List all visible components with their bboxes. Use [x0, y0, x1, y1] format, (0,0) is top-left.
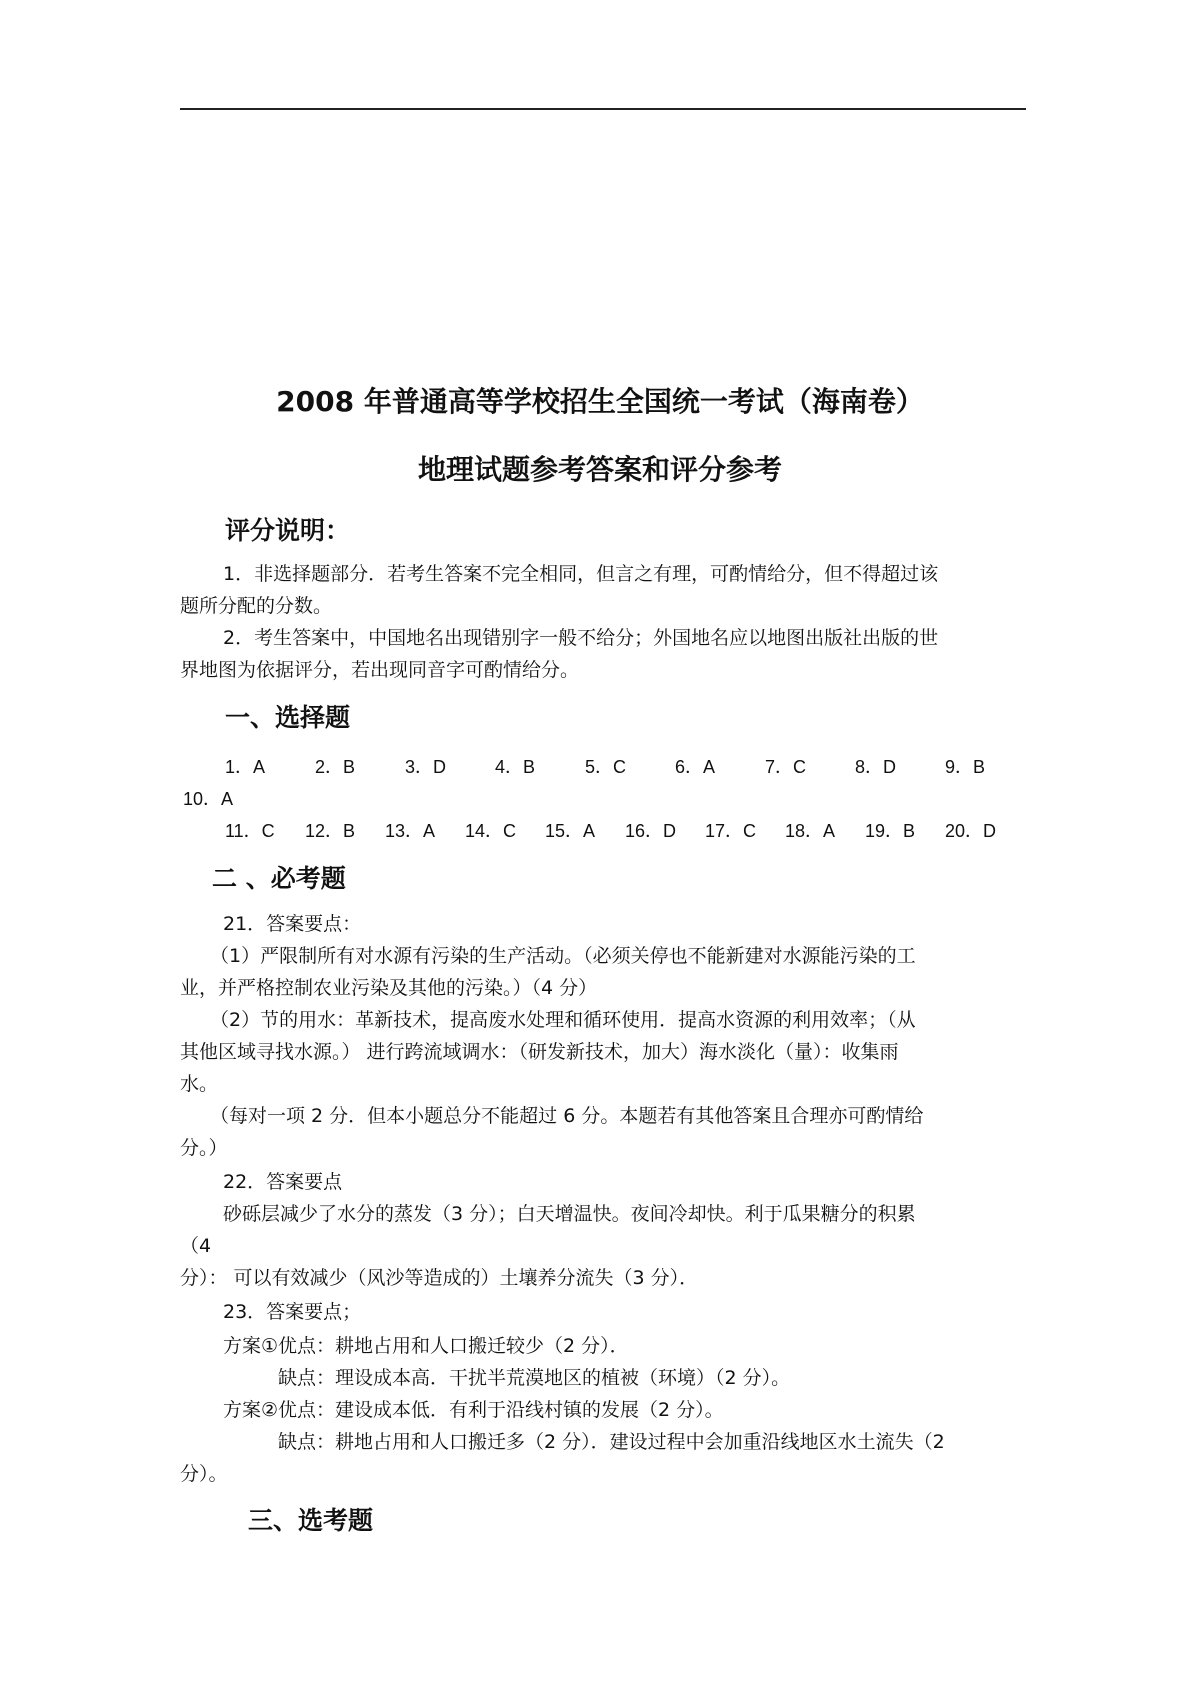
q21-part2-end: 水。 — [180, 1073, 219, 1095]
answer-item: 9．B — [945, 757, 986, 777]
answer-item: 3．D — [405, 757, 447, 777]
q21-part2: （2）节的用水：革新技术，提高废水处理和循环使用．提高水资源的利用效率；（从 — [210, 1009, 916, 1031]
answer-item: 14．C — [465, 821, 517, 841]
answer-item: 13．A — [385, 821, 436, 841]
answer-item: 2．B — [315, 757, 356, 777]
answer-item: 11．C — [225, 821, 275, 841]
scoring-note-1-cont: 题所分配的分数。 — [180, 595, 333, 617]
answer-item: 17．C — [705, 821, 757, 841]
answers-row-2 — [225, 817, 996, 843]
answer-item: 7．C — [765, 757, 807, 777]
q21-part2-cont: 其他区域寻找水源。） 进行跨流域调水：（研发新技术，加大）海水淡化（量）：收集雨 — [180, 1041, 899, 1063]
q21-part1-cont: 业，并严格控制农业污染及其他的污染。）（4 分） — [180, 977, 598, 999]
answer-item: 18．A — [785, 821, 836, 841]
answer-item: 5．C — [585, 757, 627, 777]
section-required-heading: 二 、必考题 — [212, 864, 346, 893]
q23-plan1-cons: 缺点：理设成本高．干扰半荒漠地区的植被（环境）（2 分）。 — [278, 1367, 791, 1389]
q23-plan2-pros: 方案②优点：建设成本低．有利于沿线村镇的发展（2 分）。 — [223, 1399, 724, 1421]
q23-heading: 23．答案要点； — [223, 1301, 362, 1323]
header-rule — [180, 108, 1026, 110]
q22-heading: 22．答案要点 — [223, 1171, 343, 1193]
answer-item: 1．A — [225, 757, 266, 777]
answer-item: 16．D — [625, 821, 677, 841]
scoring-note-2: 2．考生答案中，中国地名出现错别字一般不给分；外国地名应以地图出版社出版的世 — [223, 627, 939, 649]
q22-answer-cont: （4 — [180, 1235, 212, 1257]
q21-note-cont: 分。） — [180, 1137, 228, 1159]
answer-item: 19．B — [865, 821, 916, 841]
q23-plan2-cons: 缺点：耕地占用和人口搬迁多（2 分）．建设过程中会加重沿线地区水土流失（2 — [278, 1431, 945, 1453]
answer-item: 20．D — [945, 821, 997, 841]
scoring-note-2-cont: 界地图为依据评分，若出现同音字可酌情给分。 — [180, 659, 580, 681]
q23-plan1-pros: 方案①优点：耕地占用和人口搬迁较少（2 分）． — [223, 1335, 629, 1357]
scoring-note-1: 1．非选择题部分．若考生答案不完全相同，但言之有理，可酌情给分，但不得超过该 — [223, 563, 939, 585]
answer-item: 12．B — [305, 821, 356, 841]
answers-row-1b: 10．A — [183, 789, 234, 809]
section-elective-heading: 三、选考题 — [248, 1506, 374, 1535]
q21-note: （每对一项 2 分．但本小题总分不能超过 6 分。本题若有其他答案且合理亦可酌情给 — [210, 1105, 924, 1127]
q21-heading: 21．答案要点： — [223, 913, 362, 935]
answer-item: 4．B — [495, 757, 536, 777]
q23-plan2-cons-cont: 分）。 — [180, 1463, 228, 1485]
answer-item: 15．A — [545, 821, 596, 841]
q21-part1: （1）严限制所有对水源有污染的生产活动。（必须关停也不能新建对水源能污染的工 — [210, 945, 916, 967]
scoring-heading: 评分说明： — [225, 516, 351, 545]
q22-answer: 砂砾层减少了水分的蒸发（3 分）；白天增温快。夜间冷却快。利于瓜果糖分的积累 — [223, 1203, 916, 1225]
doc-subtitle: 地理试题参考答案和评分参考 — [417, 453, 782, 486]
answer-item: 6．A — [675, 757, 716, 777]
doc-title: 2008 年普通高等学校招生全国统一考试（海南卷） — [276, 385, 924, 418]
section-choice-heading: 一、选择题 — [225, 703, 351, 732]
answers-row-1 — [225, 753, 985, 779]
q22-answer-end: 分）： 可以有效减少（风沙等造成的）土壤养分流失（3 分）． — [180, 1267, 699, 1289]
answer-item: 8．D — [855, 757, 897, 777]
